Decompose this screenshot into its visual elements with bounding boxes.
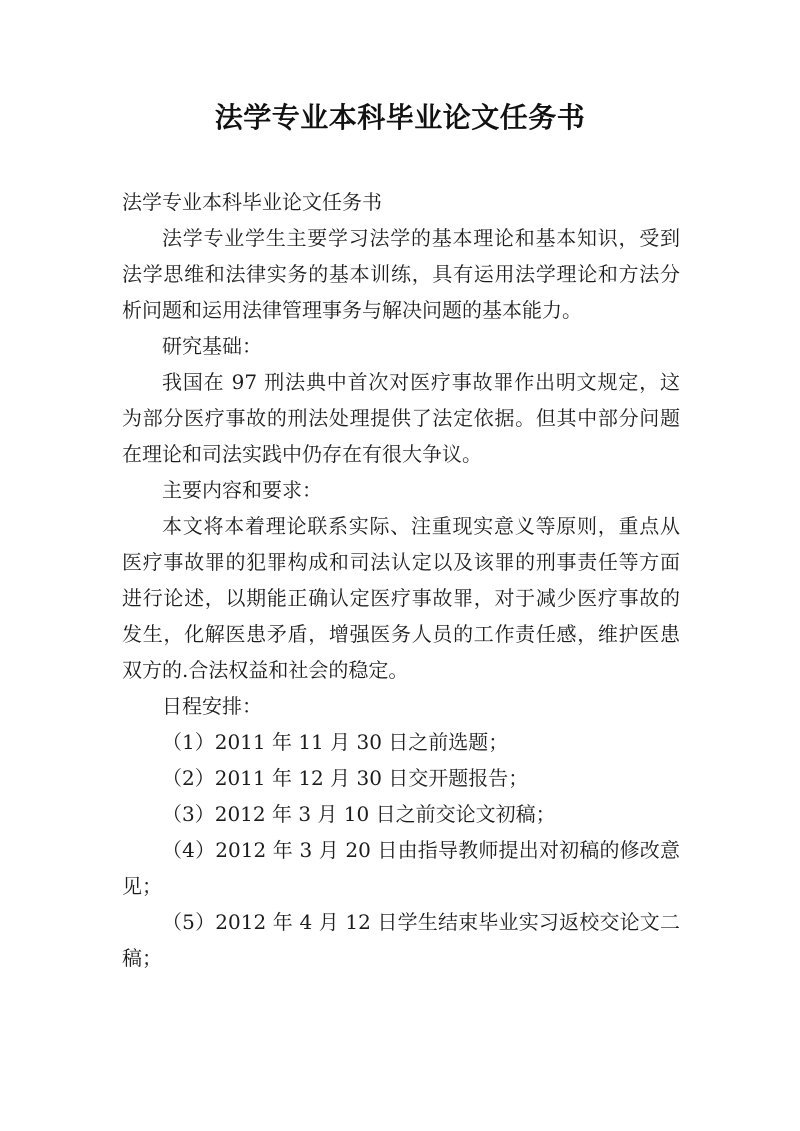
schedule-item-1: （1）2011 年 11 月 30 日之前选题； [162, 730, 509, 754]
schedule-item-2: （2）2011 年 12 月 30 日交开题报告； [162, 766, 529, 790]
schedule-heading: 日程安排： [162, 694, 262, 718]
content-requirements-paragraph: 本文将本着理论联系实际、注重现实意义等原则，重点从医疗事故罪的犯罪构成和司法认定以及该罪的刑事责任等方面进行论述，以期能正确认定医疗事故罪，对于减少医疗事故的发生，化解医患矛盾，增强医务人员的工作责任感，维护医患双方的.合法权益和社会的稳定。 [122, 514, 680, 682]
research-basis-heading: 研究基础： [162, 334, 262, 358]
research-basis-paragraph: 我国在 97 刑法典中首次对医疗事故罪作出明文规定，这为部分医疗事故的刑法处理提供了法定依据。但其中部分问题在理论和司法实践中仍存在有很大争议。 [122, 370, 680, 466]
document-body [122, 184, 680, 976]
intro-paragraph: 法学专业学生主要学习法学的基本理论和基本知识，受到法学思维和法律实务的基本训练，具有运用法学理论和方法分析问题和运用法律管理事务与解决问题的基本能力。 [122, 226, 680, 322]
subtitle-paragraph: 法学专业本科毕业论文任务书 [122, 190, 382, 214]
schedule-item-4: （4）2012 年 3 月 20 日由指导教师提出对初稿的修改意见； [122, 838, 680, 898]
document-title: 法学专业本科毕业论文任务书 [214, 101, 586, 134]
schedule-item-5: （5）2012 年 4 月 12 日学生结束毕业实习返校交论文二稿； [122, 910, 680, 970]
schedule-item-3: （3）2012 年 3 月 10 日之前交论文初稿； [162, 802, 556, 826]
content-requirements-heading: 主要内容和要求： [162, 478, 322, 502]
